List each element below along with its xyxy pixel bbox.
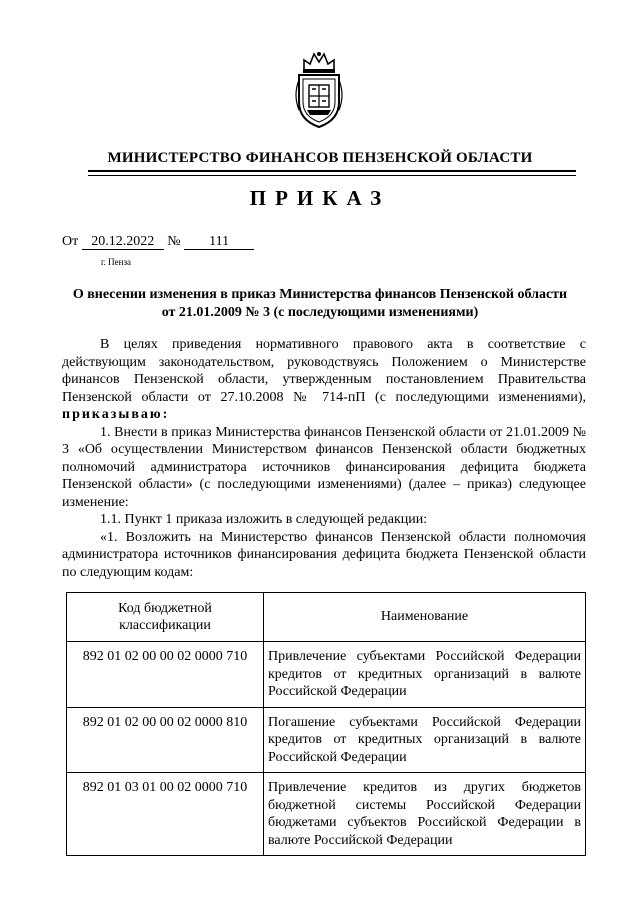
budget-codes-table — [66, 592, 586, 856]
cell-code: 892 01 03 01 00 02 0000 710 — [67, 773, 264, 856]
table-row — [67, 707, 586, 773]
order-date: 20.12.2022 — [82, 234, 164, 250]
order-body — [62, 336, 586, 581]
header-rule-thin — [88, 175, 576, 176]
city-label: г. Пенза — [101, 257, 132, 267]
number-label: № — [167, 234, 181, 249]
cell-name: Привлечение кредитов из других бюджетов бюджетной системы Российской Федерации бюджетами субъектов Российской Федерации в валюте Российской Федерации — [264, 773, 586, 856]
from-label: От — [62, 234, 79, 249]
order-number: 111 — [184, 234, 254, 250]
column-header-name: Наименование — [264, 593, 586, 642]
order-date-number-line — [62, 234, 254, 250]
header-rule-thick — [88, 170, 576, 172]
document-type-heading: ПРИКАЗ — [249, 186, 391, 210]
order-title: О внесении изменения в приказ Министерства финансов Пензенской области от 21.01.2009 № 3 (с последующими изменениями) — [72, 287, 568, 320]
table-row — [67, 642, 586, 708]
table-row — [67, 773, 586, 856]
cell-code: 892 01 02 00 00 02 0000 810 — [67, 707, 264, 773]
body-paragraph: 1. Внести в приказ Министерства финансов Пензенской области от 21.01.2009 № 3 «Об осуществлении Министерством финансов Пензенской области бюджетных полномочий администратора источников финансирования дефицита бюджета Пензенской области» (с последующими изменениями) (далее – приказ) следующее изменение: — [62, 424, 586, 510]
cell-name: Погашение субъектами Российской Федерации кредитов от кредитных организаций в валюте Российской Федерации — [264, 707, 586, 773]
body-paragraph — [62, 336, 586, 424]
ministry-name: МИНИСТЕРСТВО ФИНАНСОВ ПЕНЗЕНСКОЙ ОБЛАСТИ — [107, 150, 533, 166]
paragraph-text: В целях приведения нормативного правового акта в соответствие с действующим законодательством, руководствуясь Положением о Министерстве финансов Пензенской области, утвержденным постановлением Правительства Пензенской области от 27.10.2008 № 714-пП (с последующими изменениями), — [62, 337, 586, 405]
cell-code: 892 01 02 00 00 02 0000 710 — [67, 642, 264, 708]
coat-of-arms-icon — [290, 50, 348, 130]
order-verb: приказываю: — [62, 407, 170, 422]
column-header-code: Код бюджетной классификации — [67, 593, 264, 642]
body-paragraph: 1.1. Пункт 1 приказа изложить в следующей редакции: — [100, 512, 428, 527]
cell-name: Привлечение субъектами Российской Федерации кредитов от кредитных организаций в валюте Российской Федерации — [264, 642, 586, 708]
body-paragraph: «1. Возложить на Министерство финансов Пензенской области полномочия администратора источников финансирования дефицита бюджета Пензенской области по следующим кодам: — [62, 529, 586, 580]
table-header-row — [67, 593, 586, 642]
